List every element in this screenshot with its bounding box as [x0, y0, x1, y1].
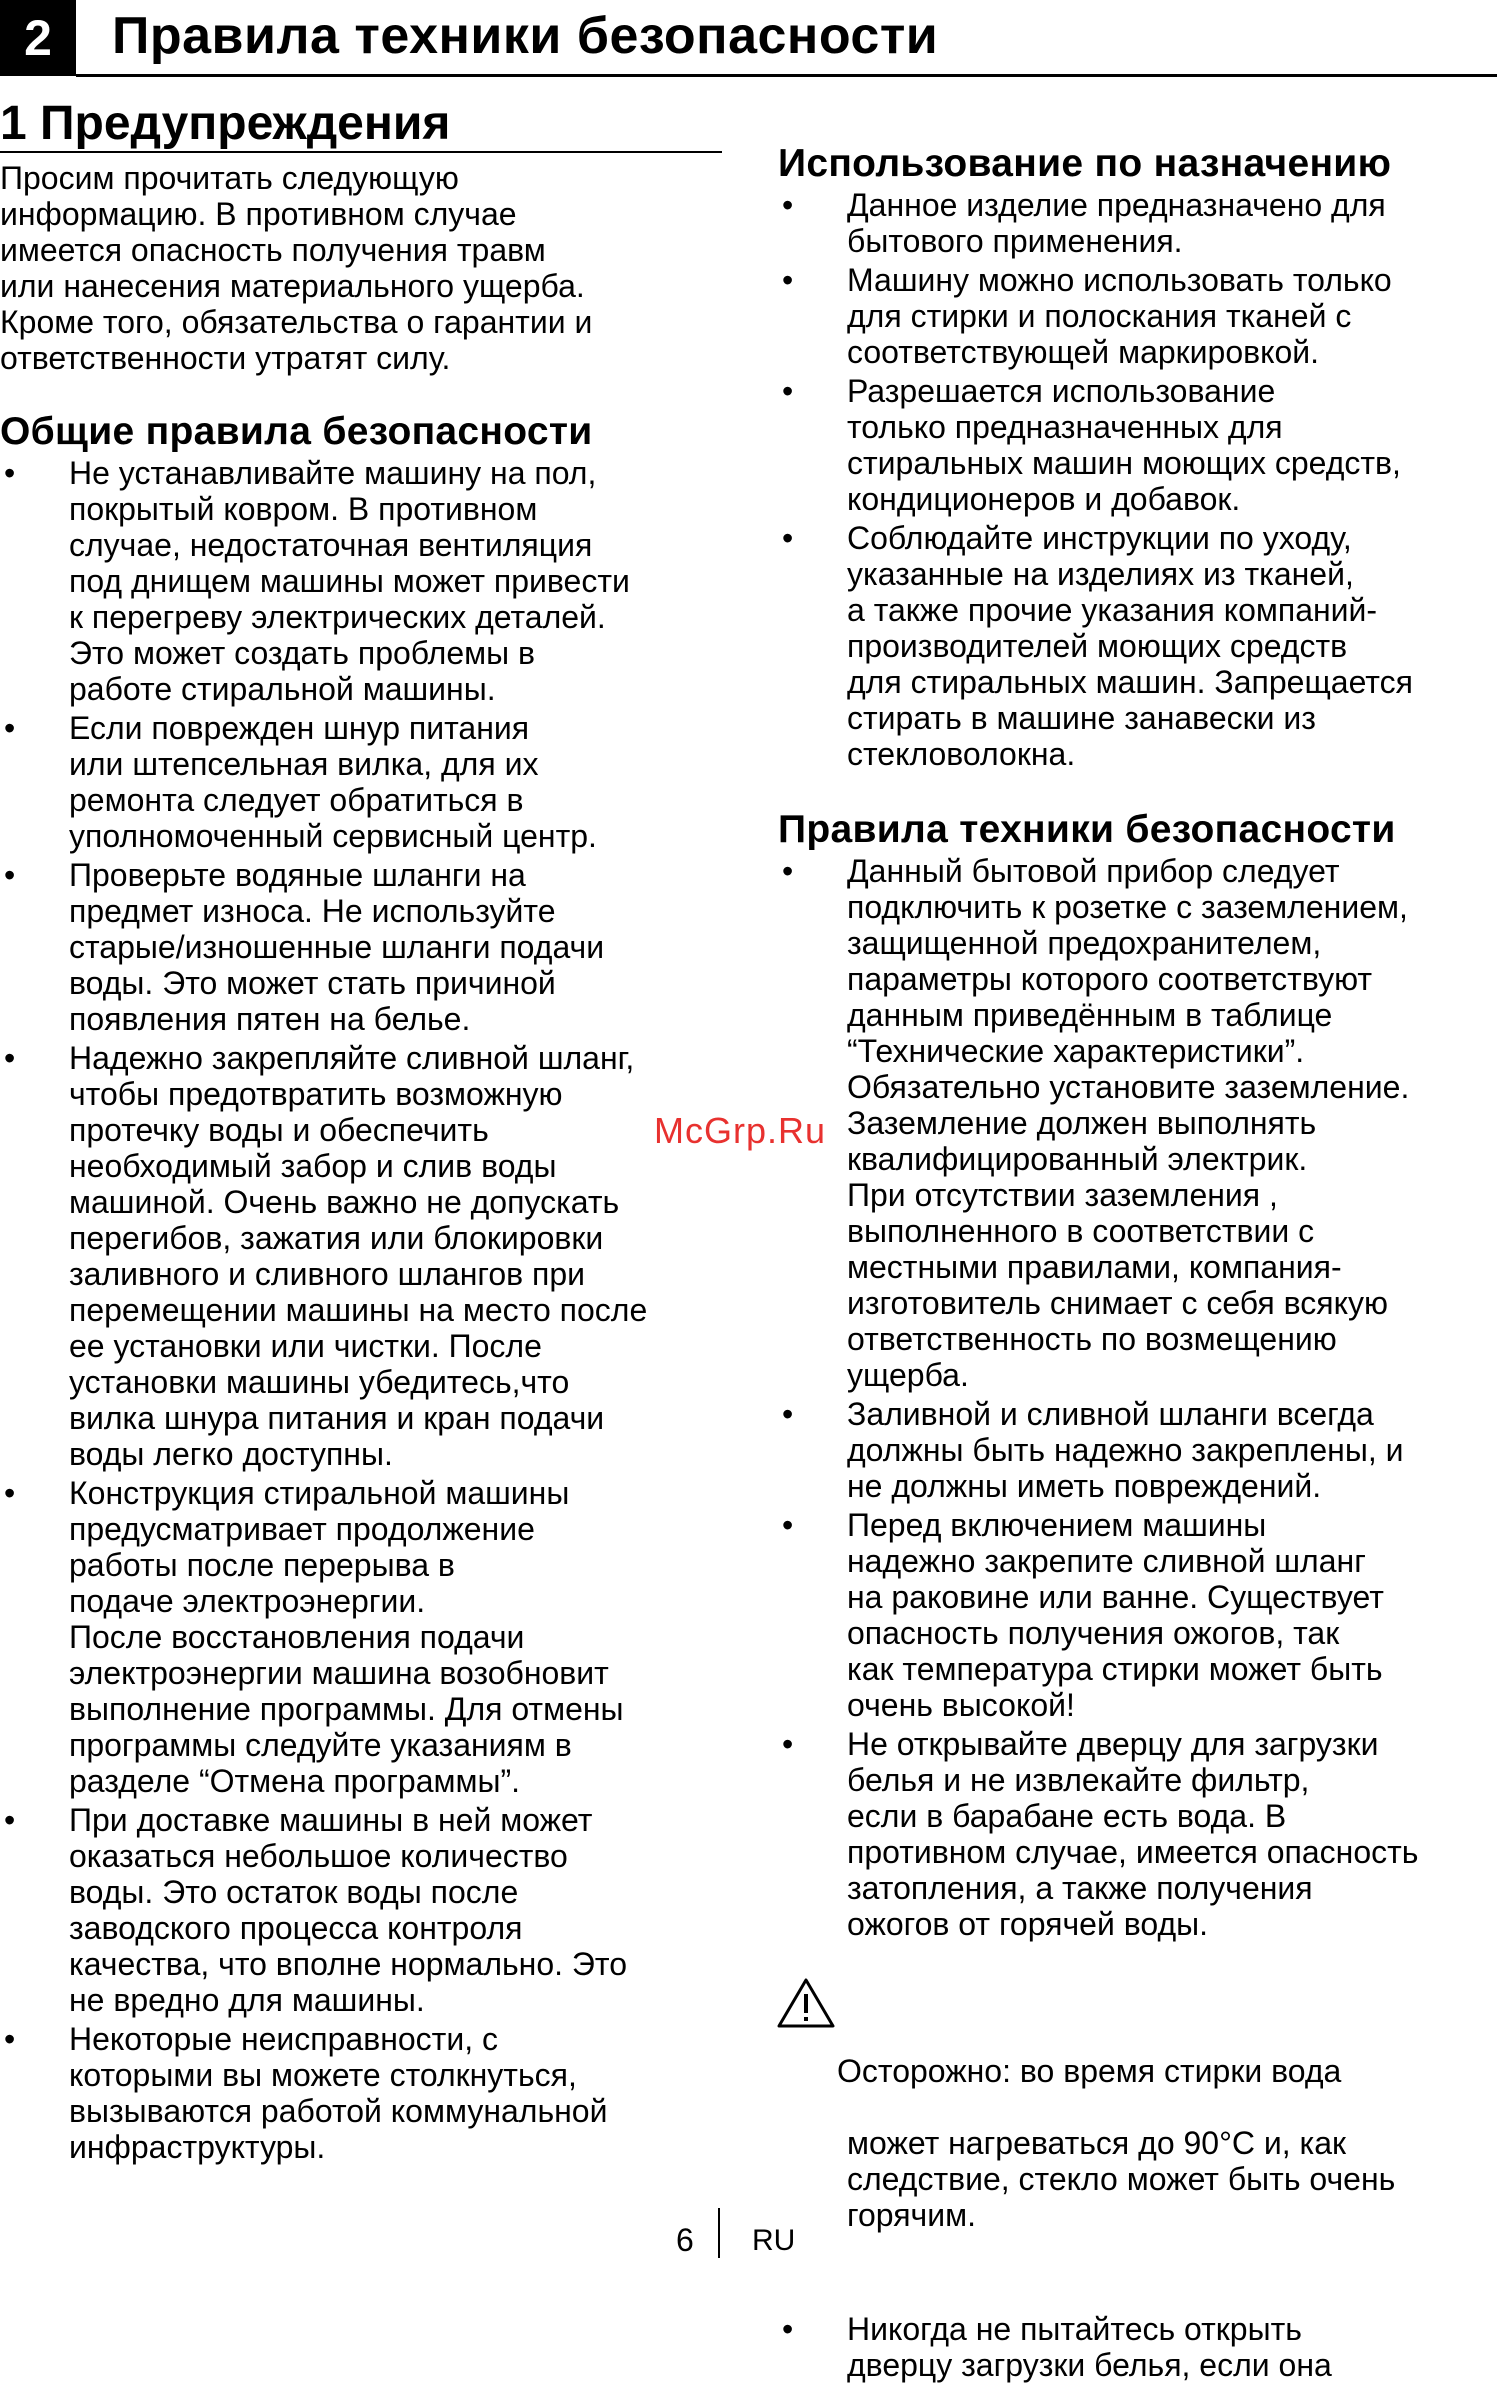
list-item [0, 1475, 722, 1799]
bullet: • [4, 1040, 16, 1076]
bullet: • [782, 2311, 794, 2347]
list-item [778, 1396, 1497, 1504]
bullet: • [782, 1507, 794, 1543]
list-item-text: Перед включением машины надежно закрепите сливной шланг на раковине или ванне. Существует опасность получения ожогов, так как температура стирки может быть очень высокой! [847, 1507, 1384, 1723]
list-item-text: Некоторые неисправности, с которыми вы можете столкнуться, вызываются работой коммунальной инфраструктуры. [69, 2021, 608, 2165]
list-item [778, 187, 1497, 259]
list-item-text: Надежно закрепляйте сливной шланг, чтобы предотвратить возможную протечку воды и обеспечить необходимый забор и слив воды машиной. Очень важно не допускать перегибов, зажатия или блокировки заливного и сливного шлангов при перемещении машины на место после ее установки или чистки. После установки машины убедитесь,что вилка шнура питания и кран подачи воды легко доступны. [69, 1040, 648, 1472]
list-item [0, 857, 722, 1037]
general-safety-list [0, 455, 722, 2168]
list-item [0, 1040, 722, 1472]
bullet: • [4, 1475, 16, 1511]
list-item-text: Не открывайте дверцу для загрузки белья и не извлекайте фильтр, если в барабане есть вода. В противном случае, имеется опасность затопления, а также получения ожогов от горячей воды. [847, 1726, 1419, 1942]
footer-separator [718, 2208, 720, 2258]
warning-note [778, 1945, 1497, 2308]
intro-paragraph: Просим прочитать следующую информацию. В противном случае имеется опасность получения травм или нанесения материального ущерба. Кроме того, обязательства о гарантии и ответственности утратят силу. [0, 160, 593, 376]
list-item-text: Соблюдайте инструкции по уходу, указанные на изделиях из тканей, а также прочие указания компаний- производителей моющих средств для стиральных машин. Запрещается стирать в машине занавески из стекловолокна. [847, 520, 1413, 772]
list-item-text: Данное изделие предназначено для бытового применения. [847, 187, 1386, 259]
bullet: • [782, 520, 794, 556]
list-item [778, 1507, 1497, 1723]
list-item [778, 520, 1497, 772]
chapter-title: Правила техники безопасности [112, 7, 939, 65]
list-item [778, 2311, 1497, 2383]
electrical-safety-title: Правила техники безопасности [778, 808, 1396, 851]
list-item [778, 262, 1497, 370]
language-code: RU [752, 2224, 796, 2257]
list-item-text: Проверьте водяные шланги на предмет износа. Не используйте старые/изношенные шланги подачи воды. Это может стать причиной появления пятен на белье. [69, 857, 605, 1037]
general-safety-title: Общие правила безопасности [0, 410, 593, 453]
heading-rule [0, 151, 722, 153]
intended-use-title: Использование по назначению [778, 142, 1392, 185]
list-item-text: Никогда не пытайтесь открыть дверцу загрузки белья, если она [847, 2311, 1332, 2383]
bullet: • [782, 1396, 794, 1432]
list-item-text: Данный бытовой прибор следует подключить к розетке с заземлением, защищенной предохранителем, параметры которого соответствуют данным приведённым в таблице “Технические характеристики”. Обязательно установите заземление. Заземление должен выполнять квалифицированный электрик. При отсутствии заземления , выполненного в соответствии с местными правилами, компания- изготовитель снимает с себя всякую ответственность по возмещению ущерба. [847, 853, 1410, 1393]
list-item [0, 2021, 722, 2165]
warning-rest: может нагреваться до 90°С и, как следствие, стекло может быть очень горячим. [847, 2125, 1396, 2233]
bullet: • [4, 2021, 16, 2057]
warning-block [778, 1981, 1497, 2269]
list-item-text: Заливной и сливной шланги всегда должны быть надежно закреплены, и не должны иметь повреждений. [847, 1396, 1404, 1504]
list-item [778, 1726, 1497, 1942]
bullet: • [782, 373, 794, 409]
electrical-safety-list [778, 853, 1497, 2386]
bullet: • [782, 853, 794, 889]
warning-first-line: Осторожно: во время стирки вода [837, 2053, 1342, 2089]
header-rule [76, 74, 1497, 77]
bullet: • [782, 262, 794, 298]
bullet: • [4, 857, 16, 893]
list-item-text: Если поврежден шнур питания или штепсельная вилка, для их ремонта следует обратиться в уполномоченный сервисный центр. [69, 710, 597, 854]
warnings-heading: 1 Предупреждения [0, 97, 451, 150]
list-item-text: Не устанавливайте машину на пол, покрытый ковром. В противном случае, недостаточная вентиляция под днищем машины может привести к перегреву электрических деталей. Это может создать проблемы в работе стиральной машины. [69, 455, 630, 707]
page-header [0, 0, 1497, 76]
list-item-text: Разрешается использование только предназначенных для стиральных машин моющих средств, кондиционеров и добавок. [847, 373, 1401, 517]
page-number: 6 [676, 2222, 694, 2258]
list-item-text: Конструкция стиральной машины предусматривает продолжение работы после перерыва в подаче электроэнергии. После восстановления подачи электроэнергии машина возобновит выполнение программы. Для отмены программы следуйте указаниям в разделе “Отмена программы”. [69, 1475, 624, 1799]
bullet: • [782, 187, 794, 223]
list-item [0, 710, 722, 854]
watermark: McGrp.Ru [654, 1110, 827, 1151]
list-item-text: Машину можно использовать только для стирки и полоскания тканей с соответствующей маркировкой. [847, 262, 1392, 370]
bullet: • [4, 455, 16, 491]
intended-use-list [778, 187, 1497, 775]
list-item [0, 455, 722, 707]
list-item-text: При доставке машины в ней может оказаться небольшое количество воды. Это остаток воды после заводского процесса контроля качества, что вполне нормально. Это не вредно для машины. [69, 1802, 627, 2018]
list-item [0, 1802, 722, 2018]
bullet: • [4, 710, 16, 746]
bullet: • [4, 1802, 16, 1838]
chapter-number: 2 [0, 0, 76, 76]
list-item [778, 853, 1497, 1393]
warning-triangle-icon [776, 1977, 836, 2029]
list-item [778, 373, 1497, 517]
bullet: • [782, 1726, 794, 1762]
